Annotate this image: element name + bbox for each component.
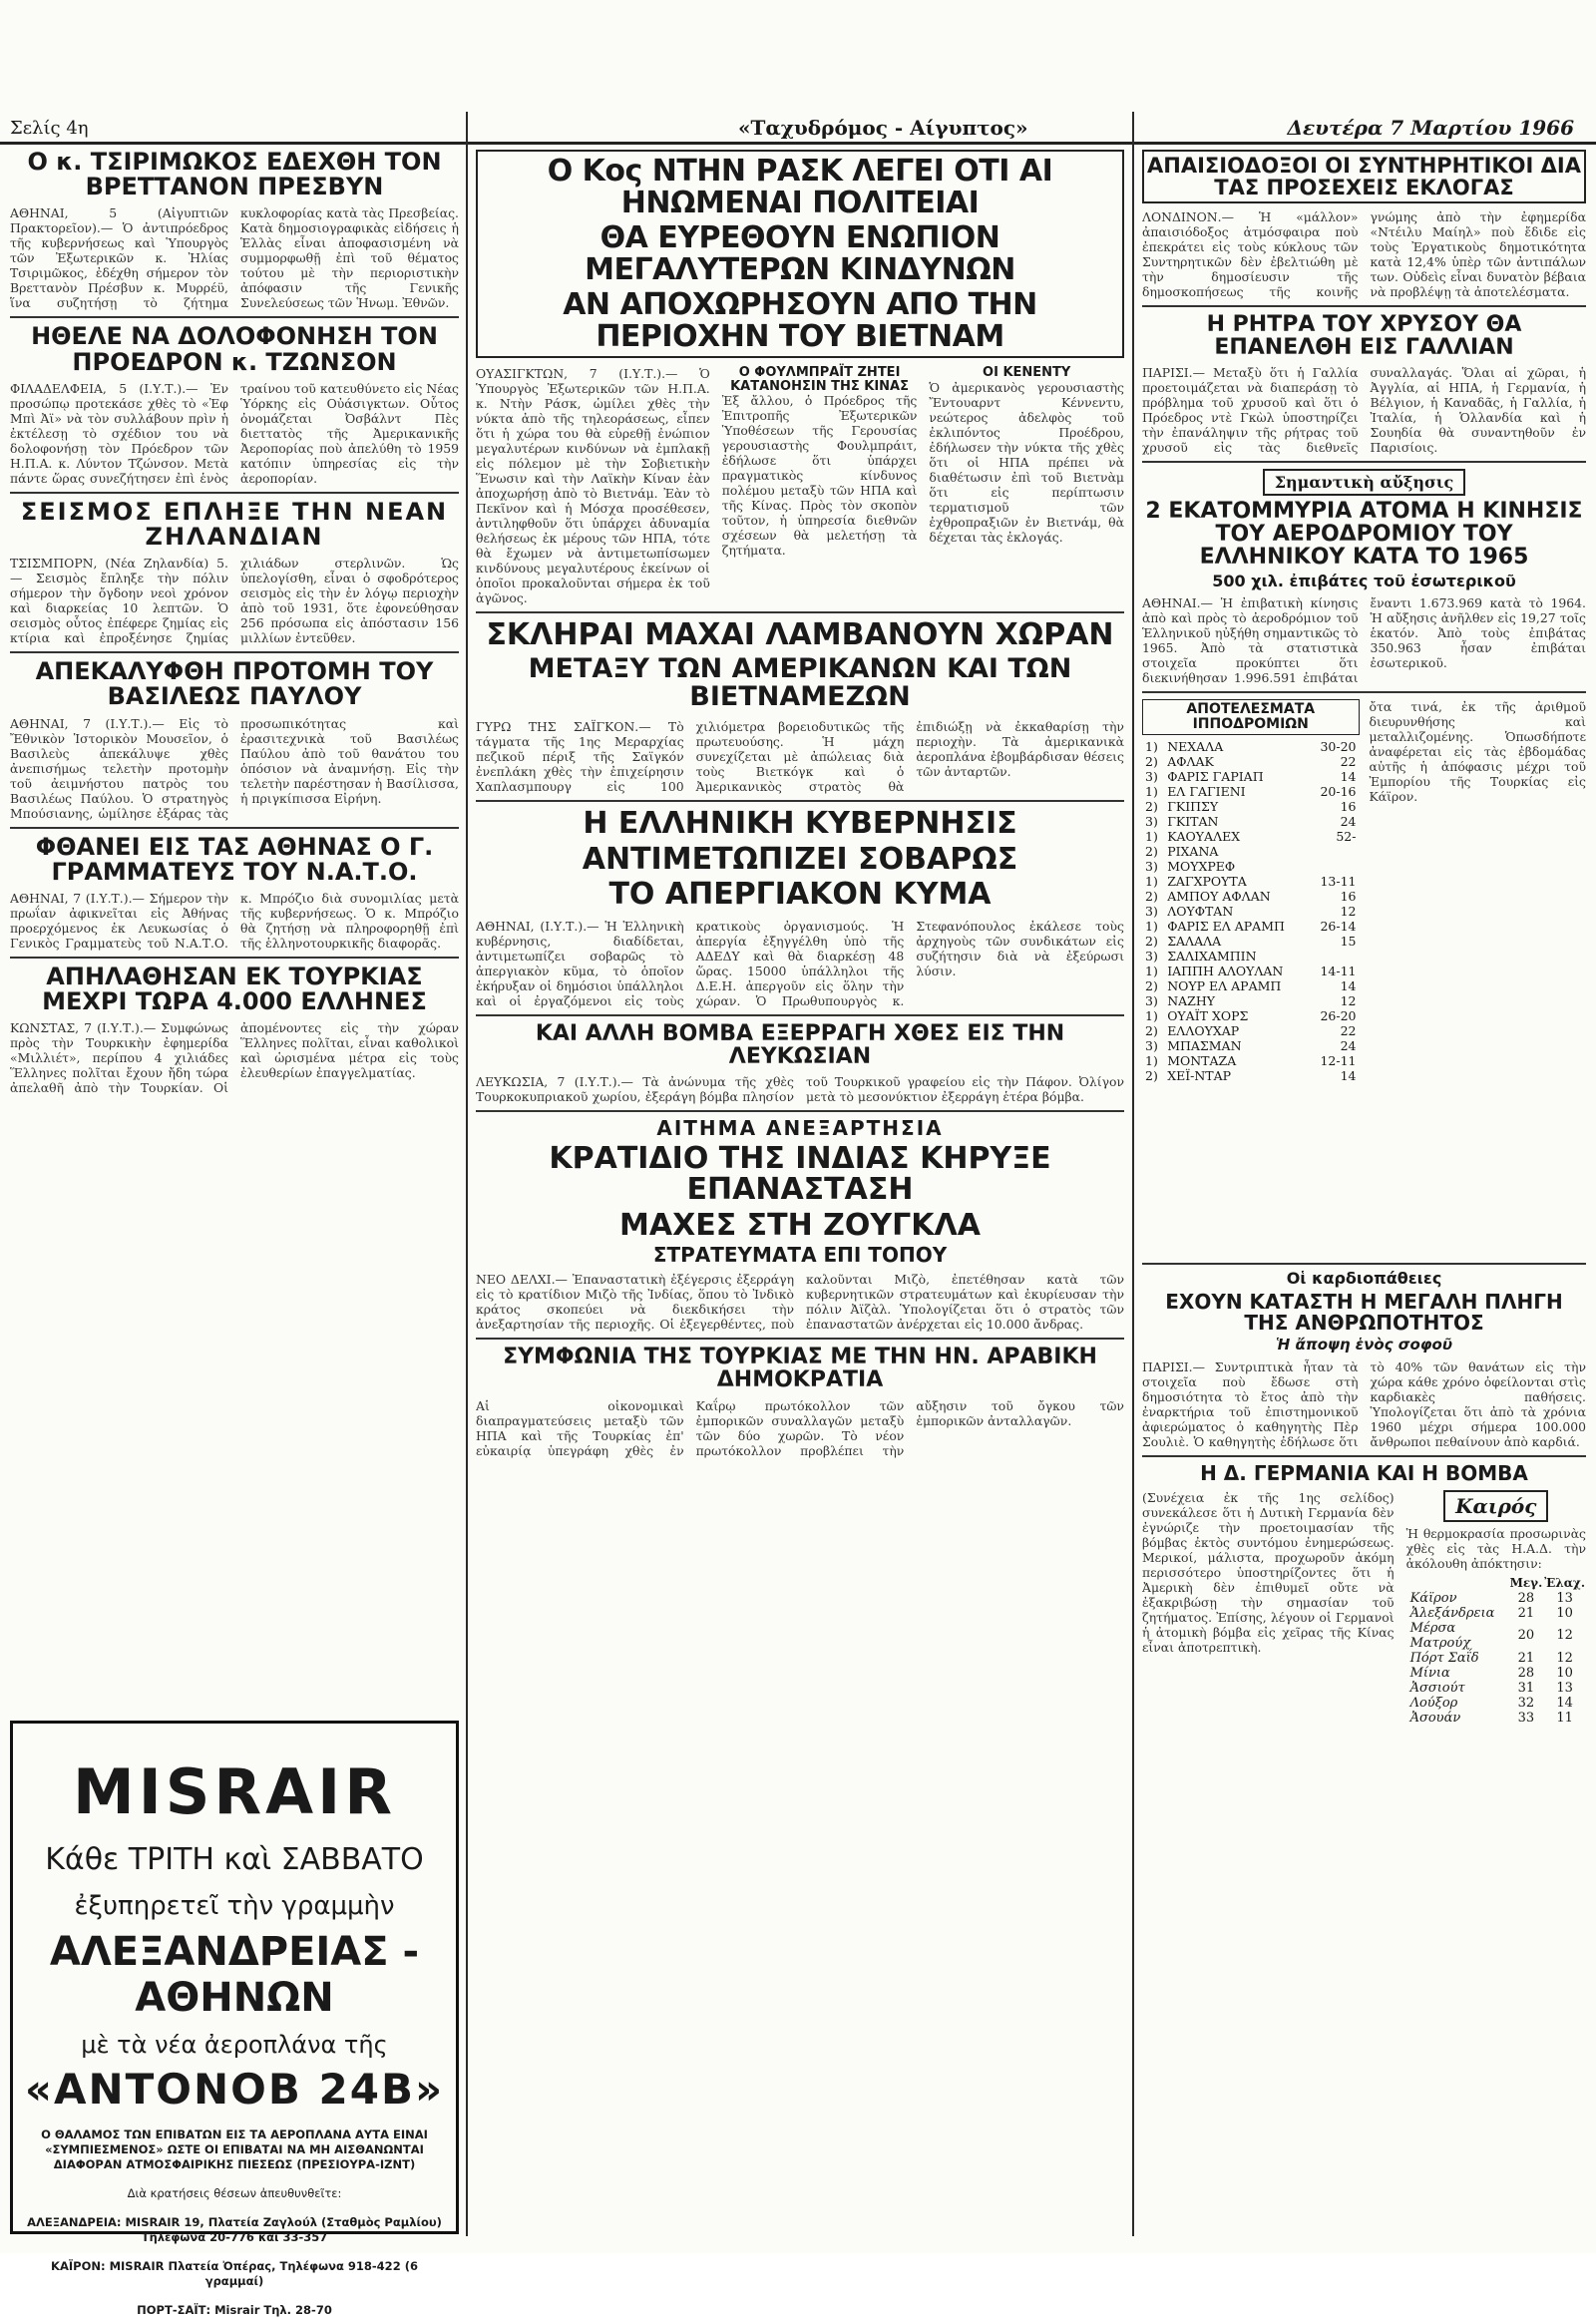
- table-row: [1406, 1696, 1586, 1711]
- article-body: ΓΥΡΩ ΤΗΣ ΣΑΪΓΚΟΝ.— Τὸ τάγματα τῆς 1ης Μεραρχίας πεζικοῦ πέριξ τῆς Σαϊγκόν ἐνεπλάκη χθὲς τὴν ἐπιχείρησιν Χαπλασμπουργ εἰς 100 χιλιόμετρα βορειοδυτικῶς τῆς πρωτευούσης. Ἡ μάχη συνεχίζεται μὲ ἀπώλειας διὰ τοὺς Βιετκόγκ καὶ ὁ Ἀμερικανικὸς στρατὸς θὰ ἐπιδιώξῃ νὰ ἐκκαθαρίσῃ τὴν περιοχὴν. Τὰ ἀμερικανικὰ ἀεροπλάνα ἐβομβάρδισαν θέσεις τῶν ἀνταρτῶν.: [476, 719, 1124, 795]
- table-row: [1142, 814, 1360, 829]
- headline: ΣΥΜΦΩΝΙΑ ΤΗΣ ΤΟΥΡΚΙΑΣ ΜΕ ΤΗΝ ΗΝ. ΑΡΑΒΙΚΗ ΔΗΜΟΚΡΑΤΙΑ: [503, 1345, 1097, 1393]
- divider: [10, 651, 459, 653]
- table-cell: ΑΜΠΟΥ ΑΦΛΑΝ: [1167, 888, 1271, 904]
- table-cell: Λούξορ: [1409, 1695, 1458, 1711]
- misrair-advertisement: [10, 1721, 459, 2317]
- table-cell: 1): [1145, 1052, 1158, 1068]
- results-title: ΑΠΟΤΕΛΕΣΜΑΤΑ ΙΠΠΟΔΡΟΜΙΩΝ: [1142, 699, 1360, 734]
- headline: Ο κ. ΤΣΙΡΙΜΩΚΟΣ ΕΔΕΧΘΗ ΤΟΝ ΒΡΕΤΤΑΝΟΝ ΠΡΕΣΒΥΝ: [27, 150, 442, 201]
- table-cell: 1): [1145, 828, 1158, 844]
- table-cell: Ἀσουάν: [1409, 1710, 1461, 1726]
- article-body: ὄτα τινά, ἐκ τῆς ἀριθμοῦ διευρυνθήσης καὶ μεταλλιζομένης. Ὁπωσδήποτε ἀναφέρεται εἰς τὰς ἐβδομάδας αὐτῆς ἡ ἀπόφασις μέχρι τοῦ Ἐμπορίου τῆς Τουρκίας εἰς Κάϊρον.: [1369, 699, 1586, 805]
- table-cell: ΚΑΟΥΑΛΕΧ: [1167, 828, 1241, 844]
- table-row: [1406, 1651, 1586, 1666]
- table-cell: 1): [1145, 873, 1158, 889]
- headline: ΜΕΤΑΞΥ ΤΩΝ ΑΜΕΡΙΚΑΝΩΝ ΚΑΙ ΤΩΝ ΒΙΕΤΝΑΜΕΖΩΝ: [528, 652, 1072, 712]
- divider: [476, 1338, 1124, 1340]
- divider: [476, 1014, 1124, 1016]
- table-cell: ΕΛΛΟΥΧΑΡ: [1167, 1022, 1240, 1038]
- divider: [1142, 1263, 1586, 1265]
- table-cell: 32: [1517, 1695, 1535, 1711]
- divider: [10, 957, 459, 959]
- table-row: [1142, 844, 1360, 859]
- table-row: [1142, 978, 1360, 993]
- table-cell: ΦΑΡΙΣ ΓΑΡΙΑΠ: [1167, 768, 1264, 784]
- table-cell: ΙΑΠΠΗ ΑΛΟΥΛΑΝ: [1167, 963, 1284, 978]
- table-cell: 14: [1340, 977, 1357, 993]
- headline: ΑΠΕΚΑΛΥΦΘΗ ΠΡΟΤΟΜΗ ΤΟΥ ΒΑΣΙΛΕΩΣ ΠΑΥΛΟΥ: [35, 657, 434, 711]
- table-cell: 21: [1517, 1650, 1535, 1666]
- lead-article: [476, 366, 1124, 605]
- table-cell: 1): [1145, 963, 1158, 978]
- table-cell: 52-: [1336, 828, 1357, 844]
- headline: ΣΚΛΗΡΑΙ ΜΑΧΑΙ ΛΑΜΒΑΝΟΥΝ ΧΩΡΑΝ: [486, 617, 1114, 652]
- article-body: ΚΩΝΣΤΑΣ, 7 (Ι.Υ.Τ.).— Συμφώνως πρὸς τὴν Τουρκικὴν ἐφημερίδα «Μιλλιέτ», περίπου 4 χιλιάδες Ἕλληνες πολῖται ἔχουν ἤδη τώρα ἀπελαθῆ ἀπὸ τὴν Τουρκίαν. Οἱ ἀπομένοντες εἰς τὴν χώραν Ἕλληνες πολῖται, εἶναι καθολικοὶ καὶ ὡρισμένα μέτρα εἰς τοὺς ἐλευθερίων ἐπαγγελματίας.: [10, 1020, 459, 1096]
- table-cell: 12-11: [1320, 1052, 1357, 1068]
- table-header: Ἐλαχ.: [1544, 1575, 1585, 1590]
- headline: ΚΑΙ ΑΛΛΗ ΒΟΜΒΑ ΕΞΕΡΡΑΓΗ ΧΘΕΣ ΕΙΣ ΤΗΝ ΛΕΥΚΩΣΙΑΝ: [535, 1020, 1065, 1069]
- table-row: [1142, 934, 1360, 949]
- table-cell: ΕΛ ΓΑΓΙΕΝΙ: [1167, 783, 1246, 799]
- headline: ΕΧΟΥΝ ΚΑΤΑΣΤΗ Η ΜΕΓΑΛΗ ΠΛΗΓΗ ΤΗΣ ΑΝΘΡΩΠΟΤΗΤΟΣ: [1165, 1289, 1563, 1335]
- kicker: ΑΙΤΗΜΑ ΑΝΕΞΑΡΤΗΣΙΑ: [656, 1115, 944, 1140]
- table-cell: 22: [1340, 753, 1357, 769]
- table-cell: 24: [1340, 813, 1357, 829]
- table-cell: 10: [1556, 1605, 1573, 1621]
- table-row: [1142, 1023, 1360, 1038]
- lead-headline-box: [476, 150, 1124, 358]
- table-cell: ΜΟΥΧΡΕΦ: [1167, 858, 1236, 874]
- table-cell: 3): [1145, 992, 1158, 1008]
- headline: Η ΕΛΛΗΝΙΚΗ ΚΥΒΕΡΝΗΣΙΣ: [583, 806, 1017, 842]
- table-cell: 14-11: [1320, 963, 1357, 978]
- table-cell: 1): [1145, 783, 1158, 799]
- article-body: ΝΕΟ ΔΕΛΧΙ.— Ἐπαναστατικὴ ἐξέγερσις ἐξερράγη εἰς τὸ κρατίδιον Μιζὸ τῆς Ἰνδίας, ὅπου τὸ Ἰνδικὸ κράτος σκοπεύει νὰ διεκδικήσει τὴν ἀνεξαρτησίαν τῆς περιοχῆς. Οἱ ἐξεγερθέντες, ποὺ καλοῦνται Μιζὸ, ἐπετέθησαν κατὰ τῶν κυβερνητικῶν στρατευμάτων καὶ ἐκυρίευσαν τὴν πόλιν Ἀϊζὰλ. Ὑπολογίζεται ὅτι ὁ στρατὸς τῶν ἐπαναστατῶν ἀνέρχεται εἰς 10.000 ἄνδρας.: [476, 1272, 1124, 1333]
- weather-intro: Ἡ θερμοκρασία προσωρινὰς χθὲς εἰς τὰς Η.Α.Δ. τὴν ἀκόλουθη ἀπόκτησιν:: [1405, 1525, 1586, 1571]
- ad-days: Κάθε ΤΡΙΤΗ καὶ ΣΑΒΒΑΤΟ: [45, 1842, 424, 1877]
- article-body: Ὁ ἀμερικανὸς γερουσιαστὴς Ἔντουαρντ Κέννεντυ, νεώτερος ἀδελφὸς τοῦ ἐκλιπόντος Προέδρου, ἐδήλωσεν τὴν νύκτα τῆς χθὲς ὅτι οἱ ΗΠΑ πρέπει νὰ διαθέτωσιν ἐπὶ τοῦ Βιετνὰμ ὅτι εἰς περίπτωσιν τερματισμοῦ τῶν ἐχθροπραξιῶν ἐν Βιετνάμ, θὰ δέχεται τὰς ἐκλογάς.: [929, 379, 1124, 545]
- column-rule: [466, 112, 468, 2236]
- headline: 2 ΕΚΑΤΟΜΜΥΡΙΑ ΑΤΟΜΑ Η ΚΙΝΗΣΙΣ ΤΟΥ ΑΕΡΟΔΡΟΜΙΟΥ ΤΟΥ ΕΛΛΗΝΙΚΟΥ ΚΑΤΑ ΤΟ 1965: [1145, 499, 1583, 571]
- sub-headline: Ἡ ἄποψη ἑνὸς σοφοῦ: [1276, 1335, 1452, 1353]
- table-cell: ΦΑΡΙΣ ΕΛ ΑΡΑΜΠ: [1167, 918, 1285, 934]
- table-cell: 14: [1340, 1067, 1357, 1083]
- header-rule: [0, 142, 1596, 145]
- headline: ΑΠΑΙΣΙΟΔΟΞΟΙ ΟΙ ΣΥΝΤΗΡΗΤΙΚΟΙ ΔΙΑ ΤΑΣ ΠΡΟΣΕΧΕΙΣ ΕΚΛΟΓΑΣ: [1147, 154, 1581, 200]
- table-cell: [1310, 859, 1360, 874]
- ad-info: Διὰ κρατήσεις θέσεων ἀπευθυνθεῖτε:: [127, 2186, 342, 2200]
- results-table: [1142, 739, 1360, 1083]
- table-row: [1406, 1666, 1586, 1681]
- article-body: (Συνέχεια ἐκ τῆς 1ης σελίδος) συνεκάλεσε ὅτι ἡ Δυτικὴ Γερμανία δὲν ἐγνώριζε τὴν προετοιμασίαν τῆς βόμβας ἐκτὸς συντόμου ἐνημερώσεως. Μερικοί, μάλιστα, προχωροῦν ἀκόμη περισσότερο ὑποστηρίζοντες ὅτι ἡ Ἀμερικὴ δὲν ἐπιθυμεῖ οὔτε νὰ ἐξακριβώσῃ τὴν σημασίαν τοῦ ζητήματος. Ἐπίσης, λέγουν οἱ Γερμανοὶ ἡ ἀτομικὴ βόμβα εἰς χεῖρας τῆς Κίνας εἶναι ἀποτρεπτικὴ.: [1142, 1489, 1395, 1655]
- headline-box: [1142, 150, 1586, 203]
- table-cell: 13: [1556, 1680, 1573, 1696]
- article-body: ΑΘΗΝΑΙ, 7 (Ι.Υ.Τ.).— Εἰς τὸ Ἔθνικὸν Ἱστορικὸν Μουσεῖον, ὁ Βασιλεὺς ἀπεκάλυψε χθὲς ἀνεπισήμως τελετὴν προτομὴν τοῦ ἀειμνήστου πατρὸς του Βασιλέως Παύλου. Ὁ στρατηγὸς Μπούσιανης, ὡμίλησε ἐξάρας τὰς προσωπικότητας καὶ ἐρασιτεχνικὰ τοῦ Βασιλέως Παύλου ἀπὸ τοῦ θανάτου του ὁπόσιον νὰ ἀναμνήσῃ. Εἰς τὴν τελετὴν παρέστησαν ἡ Βασίλισσα, ἡ πριγκίπισσα Εἰρήνη.: [10, 715, 459, 821]
- table-cell: ΓΚΙΤΑΝ: [1167, 813, 1219, 829]
- table-cell: ΖΑΓΧΡΟΥΤΑ: [1167, 873, 1247, 889]
- page-number: Σελίς 4η: [10, 118, 89, 139]
- table-cell: ΓΚΙΠΣΥ: [1167, 798, 1219, 814]
- table-cell: 24: [1340, 1037, 1357, 1053]
- table-cell: ΣΑΛΙΧΑΜΠΙΝ: [1167, 948, 1257, 964]
- headline: ΚΡΑΤΙΔΙΟ ΤΗΣ ΙΝΔΙΑΣ ΚΗΡΥΞΕ ΕΠΑΝΑΣΤΑΣΗ: [549, 1140, 1051, 1208]
- table-row: [1142, 904, 1360, 919]
- table-row: [1142, 784, 1360, 799]
- table-cell: 2): [1145, 798, 1158, 814]
- paper-name: «Ταχυδρόμος - Αίγυπτος»: [738, 116, 1028, 140]
- divider: [10, 316, 459, 318]
- headline: ΗΘΕΛΕ ΝΑ ΔΟΛΟΦΟΝΗΣΗ ΤΟΝ ΠΡΟΕΔΡΟΝ κ. ΤΖΩΝΣΟΝ: [31, 322, 438, 376]
- table-row: [1406, 1606, 1586, 1621]
- table-cell: 2): [1145, 843, 1158, 859]
- table-header-row: [1406, 1575, 1586, 1591]
- table-cell: ΑΦΛΑΚ: [1167, 753, 1214, 769]
- table-cell: ΜΟΝΤΑΖΑ: [1167, 1052, 1237, 1068]
- table-row: [1142, 739, 1360, 754]
- kicker: Σημαντικὴ αὔξησις: [1263, 469, 1466, 496]
- article-body: ΠΑΡΙΣΙ.— Μεταξὺ ὅτι ἡ Γαλλία προετοιμάζεται νὰ διαπεράσῃ τὸ πρόβλημα τοῦ χρυσοῦ καὶ ὅτι ὁ Πρόεδρος ντὲ Γκὼλ ὑποστηρίζει τὴν ἐπανάληψιν τῆς ρήτρας τοῦ χρυσοῦ εἰς τὰς διεθνεῖς συναλλαγάς. Ὅλαι αἱ χῶραι, ἡ Ἀγγλία, αἱ ΗΠΑ, ἡ Γερμανία, ἡ Βέλγιον, ἡ Καναδᾶς, ἡ Γαλλία, ἡ Ἰταλία, ἡ Ὁλλανδία καὶ ἡ Σουηδία θὰ συναντηθοῦν ἐν Παρισίοις.: [1142, 365, 1586, 456]
- article-body: ΤΣΙΣΜΠΟΡΝ, (Νέα Ζηλανδία) 5.— Σεισμὸς ἔπληξε τὴν πόλιν σήμερον τὴν ὄγδοην νεοὶ χρόνον καὶ διαρκείας 10 λεπτῶν. Ὁ σεισμὸς οὗτος ἐπέφερε ζημίας εἰς κτίρια καὶ ἐπροξένησε ζημίας χιλιάδων στερλινῶν. Ὡς ὑπελογίσθη, εἶναι ὁ σφοδρότερος σεισμὸς εἰς τὴν ἐν λόγῳ περιοχὴν ἀπὸ τοῦ 1931, ὅτε ἐφονεύθησαν 256 πρόσωπα εἰς ἀπόστασιν 156 μιλλίων ἐντεῦθεν.: [10, 556, 459, 646]
- results-section: [1142, 699, 1586, 1082]
- lead-headline: Ο Κος ΝΤΗΝ ΡΑΣΚ ΛΕΓΕΙ ΟΤΙ ΑΙ ΗΝΩΜΕΝΑΙ ΠΟΛΙΤΕΙΑΙ: [547, 154, 1053, 220]
- article-body: Ἐξ ἄλλου, ὁ Πρόεδρος τῆς Ἐπιτροπῆς Ἐξωτερικῶν Ὑποθέσεων τῆς Γερουσίας γερουσιαστὴς Φουλμπράιτ, ἐδήλωσε ὅτι ὑπάρχει πραγματικὸς κίνδυνος πολέμου μεταξὺ τῶν ΗΠΑ καὶ τῆς Κίνας. Πρὸς τὸν σκοπὸν τοῦτον, ἡ ὑπηρεσία διεθνῶν σχέσεων θὰ μελετήσῃ τὰ ζητήματα.: [721, 393, 918, 559]
- weather-table: [1406, 1575, 1586, 1726]
- table-row: [1142, 874, 1360, 889]
- divider: [1142, 1455, 1586, 1457]
- table-cell: 3): [1145, 1037, 1158, 1053]
- table-row: [1142, 949, 1360, 964]
- ad-info: ΚΑΪΡΟΝ: MISRAIR Πλατεία Ὀπέρας, Τηλέφωνα 918-422 (6 γραμμαί): [51, 2259, 418, 2288]
- headline: ΣΕΙΣΜΟΣ ΕΠΛΗΞΕ ΤΗΝ ΝΕΑΝ ΖΗΛΑΝΔΙΑΝ: [20, 497, 449, 551]
- sub-article: [929, 366, 1124, 605]
- table-cell: ΝΟΥΡ ΕΛ ΑΡΑΜΠ: [1167, 977, 1282, 993]
- table-cell: 21: [1517, 1605, 1535, 1621]
- table-cell: 14: [1556, 1695, 1573, 1711]
- sub-headline: 500 χιλ. ἐπιβάτες τοῦ ἐσωτερικοῦ: [1212, 571, 1516, 590]
- table-row: [1142, 889, 1360, 904]
- divider: [10, 492, 459, 494]
- ad-route: ΑΛΕΞΑΝΔΡΕΙΑΣ - ΑΘΗΝΩΝ: [49, 1929, 420, 2021]
- ad-info: ΠΟΡΤ-ΣΑΪΤ: Misrair Τηλ. 28-70: [137, 2303, 332, 2317]
- table-row: [1142, 799, 1360, 814]
- lead-headline: ΘΑ ΕΥΡΕΘΟΥΝ ΕΝΩΠΙΟΝ ΜΕΓΑΛΥΤΕΡΩΝ ΚΙΝΔΥΝΩΝ: [585, 220, 1015, 287]
- table-cell: ΝΕΧΑΛΑ: [1167, 738, 1224, 754]
- table-row: [1142, 754, 1360, 769]
- table-row: [1406, 1681, 1586, 1696]
- table-cell: ΝΑΖΗΥ: [1167, 992, 1215, 1008]
- table-row: [1142, 829, 1360, 844]
- table-cell: 16: [1340, 798, 1357, 814]
- sub-headline: ΟΙ ΚΕΝΕΝΤΥ: [983, 365, 1071, 380]
- ad-brand: MISRAIR: [73, 1755, 396, 1828]
- sub-headline: ΣΤΡΑΤΕΥΜΑΤΑ ΕΠΙ ΤΟΠΟΥ: [652, 1243, 948, 1268]
- table-cell: 2): [1145, 933, 1158, 949]
- table-cell: 22: [1340, 1022, 1357, 1038]
- ad-info: Ο ΘΑΛΑΜΟΣ ΤΩΝ ΕΠΙΒΑΤΩΝ ΕΙΣ ΤΑ ΑΕΡΟΠΛΑΝΑ ΑΥΤΑ ΕΙΝΑΙ «ΣΥΜΠΙΕΣΜΕΝΟΣ» ΩΣΤΕ ΟΙ ΕΠΙΒΑΤΑΙ ΝΑ ΜΗ ΑΙΣΘΑΝΩΝΤΑΙ ΔΙΑΦΟΡΑΝ ΑΤΜΟΣΦΑΙΡΙΚΗΣ ΠΙΕΣΕΩΣ (ΠΡΕΣΙΟΥΡΑ-ΙΖΝΤ): [41, 2127, 428, 2171]
- lead-headline: ΑΝ ΑΠΟΧΩΡΗΣΟΥΝ ΑΠΟ ΤΗΝ ΠΕΡΙΟΧΗΝ ΤΟΥ ΒΙΕΤΝΑΜ: [563, 287, 1037, 354]
- table-cell: ΧΕΪ-ΝΤΑΡ: [1167, 1067, 1232, 1083]
- table-cell: 26-14: [1320, 918, 1357, 934]
- table-row: [1142, 859, 1360, 874]
- table-cell: Μέρσα Ματρούχ: [1409, 1620, 1471, 1651]
- table-cell: 3): [1145, 903, 1158, 919]
- right-column-lower: [1142, 1257, 1586, 2234]
- table-cell: 26-20: [1320, 1007, 1357, 1023]
- table-cell: ΡΙΧΑΝΑ: [1167, 843, 1219, 859]
- table-cell: 3): [1145, 948, 1158, 964]
- table-cell: 13-11: [1320, 873, 1357, 889]
- table-cell: 10: [1556, 1665, 1573, 1681]
- article-body: ΑΘΗΝΑΙ, 7 (Ι.Υ.Τ.).— Σήμερον τὴν πρωΐαν ἀφικνεῖται εἰς Ἀθήνας προερχόμενος ἐκ Λευκωσίας ὁ Γενικὸς Γραμματεὺς τοῦ Ν.Α.Τ.Ο. κ. Μπρόζιο διὰ συνομιλίας μετὰ τῆς κυβερνήσεως. Ὁ κ. Μπρόζιο θὰ ζητήσῃ νὰ πληροφορηθῇ ἐπὶ τῆς ἑλληνοτουρκικῆς διαφορᾶς.: [10, 890, 459, 951]
- article-body: ΛΟΝΔΙΝΟΝ.— Ἡ «μάλλον» ἀπαισιόδοξος ἀτμόσφαιρα ποὺ ἐπεκράτει εἰς τοὺς κύκλους τῶν Συντηρητικῶν δὲν ἐβελτιώθη μὲ τὴν δημοσίευσιν τῆς δημοσκοπήσεως τῆς κοινῆς γνώμης ἀπὸ τὴν ἐφημερίδα «Ντέιλυ Μαίηλ» ποὺ ἔδιδε εἰς τοὺς Ἐργατικοὺς δημοτικότητα κατὰ 12,4% ὑπὲρ τῶν ἀντιπάλων των. Οὐδεὶς εἶναι δυνατὸν βέβαια νὰ προβλέψῃ τὰ ἀποτελέσματα.: [1142, 209, 1586, 300]
- center-column: [476, 150, 1124, 2234]
- table-cell: 30-20: [1320, 738, 1357, 754]
- table-cell: 3): [1145, 768, 1158, 784]
- divider: [476, 800, 1124, 802]
- kicker: Οἱ καρδιοπάθειες: [1286, 1269, 1442, 1288]
- table-row: [1406, 1621, 1586, 1651]
- table-cell: ΜΠΑΣΜΑΝ: [1167, 1037, 1242, 1053]
- table-row: [1142, 1053, 1360, 1068]
- table-cell: ΟΥΑΪΤ ΧΟΡΣ: [1167, 1007, 1249, 1023]
- sub-headline: Ο ΦΟΥΛΜΠΡΑΪΤ ΖΗΤΕΙ ΚΑΤΑΝΟΗΣΙΝ ΤΗΣ ΚΙΝΑΣ: [730, 365, 909, 394]
- article-body: ΑΘΗΝΑΙ, (Ι.Υ.Τ.).— Ἡ Ἑλληνικὴ κυβέρνησις, διαδίδεται, ἀντιμετωπίζει σοβαρῶς τὸ ἀπεργιακὸν κῦμα, τὸ ὁποῖον ἐκήρυξαν οἱ δημόσιοι ὑπάλληλοι καὶ οἱ ἐργαζόμενοι εἰς τοὺς κρατικοὺς ὀργανισμούς. Ἡ ἀπεργία ἐξηγγέλθη ὑπὸ τῆς ΑΔΕΔΥ καὶ θὰ διαρκέσῃ 48 ὥρας. 15000 ὑπάλληλοι τῆς Δ.Ε.Η. ἀπεργοῦν εἰς ὅλην τὴν χώραν. Ὁ Πρωθυπουργὸς κ. Στεφανόπουλος ἐκάλεσε τοὺς ἀρχηγοὺς τῶν συνδικάτων εἰς συζήτησιν διὰ νὰ ἐξεύρωσι λύσιν.: [476, 918, 1124, 1008]
- table-cell: 11: [1556, 1710, 1573, 1726]
- headline: ΑΠΗΛΑΘΗΣΑΝ ΕΚ ΤΟΥΡΚΙΑΣ ΜΕΧΡΙ ΤΩΡΑ 4.000 ΕΛΛΗΝΕΣ: [42, 962, 427, 1016]
- ad-aircraft: «ΑΝΤΟΝΟΒ 24Β»: [24, 2065, 445, 2114]
- divider: [1142, 461, 1586, 463]
- article-body: ΛΕΥΚΩΣΙΑ, 7 (Ι.Υ.Τ.).— Τὰ ἀνώνυμα τῆς χθὲς Τουρκοκυπριακοῦ χωρίου, ἐξεράγη βόμβα πλησίον τοῦ Τουρκικοῦ γραφείου εἰς τὴν Πάφον. Ὀλίγον μετὰ τὸ μεσονύκτιον ἐξερράγη ἑτέρα βόμβα.: [476, 1073, 1124, 1104]
- table-cell: 2): [1145, 1022, 1158, 1038]
- headline: ΦΘΑΝΕΙ ΕΙΣ ΤΑΣ ΑΘΗΝΑΣ Ο Γ. ΓΡΑΜΜΑΤΕΥΣ ΤΟΥ Ν.Α.Τ.Ο.: [35, 832, 434, 886]
- table-cell: 1): [1145, 738, 1158, 754]
- table-cell: Ἀλεξάνδρεια: [1409, 1605, 1495, 1621]
- table-cell: 20: [1517, 1628, 1535, 1644]
- table-cell: 15: [1340, 933, 1357, 949]
- divider: [1142, 305, 1586, 307]
- ad-text: ἐξυπηρετεῖ τὴν γραμμὴν: [74, 1891, 395, 1921]
- headline: ΜΑΧΕΣ ΣΤΗ ΖΟΥΓΚΛΑ: [619, 1207, 981, 1243]
- table-cell: 2): [1145, 753, 1158, 769]
- table-cell: 12: [1340, 992, 1357, 1008]
- table-row: [1142, 769, 1360, 784]
- table-cell: [1310, 949, 1360, 964]
- table-row: [1142, 964, 1360, 978]
- table-row: [1142, 919, 1360, 934]
- headline: ΑΝΤΙΜΕΤΩΠΙΖΕΙ ΣΟΒΑΡΩΣ: [582, 841, 1018, 877]
- table-cell: 1): [1145, 1007, 1158, 1023]
- table-cell: 1): [1145, 918, 1158, 934]
- table-cell: Κάϊρον: [1409, 1590, 1457, 1606]
- table-cell: 13: [1556, 1590, 1573, 1606]
- issue-date: Δευτέρα 7 Μαρτίου 1966: [1287, 116, 1574, 140]
- column-rule: [1132, 112, 1134, 2236]
- table-cell: ΛΟΥΦΤΑΝ: [1167, 903, 1234, 919]
- ad-text: μὲ τὰ νέα ἀεροπλάνα τῆς: [81, 2031, 388, 2059]
- table-row: [1142, 993, 1360, 1008]
- article-body: ΑΘΗΝΑΙ, 5 (Αἰγυπτιῶν Πρακτορεῖον).— Ὁ ἀντιπρόεδρος τῆς κυβερνήσεως καὶ Ὑπουργὸς τῶν Ἐξωτερικῶν κ. Ἠλίας Τσιριμῶκος, ἐδέχθη σήμερον τὸν Βρεττανὸν Πρέσβυν κ. Μυρρέϋ, ἵνα συζητήσῃ τὸ ζήτημα κυκλοφορίας κατὰ τὰς Πρεσβείας. Κατὰ δημοσιογραφικὰς εἰδήσεις ἡ Ἑλλὰς εἶναι ἀποφασισμένη νὰ συμμορφωθῇ ἐπὶ τοῦ θέματος τούτου μὲ τὴν περιοριστικὴν ἀπόφασιν τῆς Γενικῆς Συνελεύσεως τῶν Ἡνωμ. Ἐθνῶν.: [10, 205, 459, 311]
- divider: [1142, 691, 1586, 693]
- table-cell: 3): [1145, 813, 1158, 829]
- left-column: [10, 150, 459, 1716]
- article-body: ΟΥΑΣΙΓΚΤΩΝ, 7 (Ι.Υ.Τ.).— Ὁ Ὑπουργὸς Ἐξωτερικῶν τῶν Η.Π.Α. κ. Ντὴν Ράσκ, ὡμίλει χθὲς τὴν νύκτα ἀπὸ τῆς τηλεοράσεως, εἶπεν ὅτι ἡ χώρα του θὰ εὑρεθῇ ἐνώπιον μεγαλυτέρων κινδύνων νὰ ἐμπλακῇ εἰς πόλεμον μὲ τὴν Σοβιετικὴν Ἕνωσιν καὶ τὴν Λαϊκὴν Κίναν ἐὰν ἀποχωρήσῃ ἀπὸ τὸ Βιετνάμ. Ἐὰν τὸ Πεκῖνον καὶ ἡ Μόσχα προσέθεσεν, ἀντιληφθοῦν ὅτι ὑπάρχει ἀδυναμία θελήσεως ἐκ μέρους τῶν ΗΠΑ, τότε θὰ ἔχωμεν νὰ ἀντιμετωπίσωμεν κινδύνους μεγαλυτέρους ἐκείνων οἱ ὁποῖοι προκαλοῦνται σήμερα ἐκ τοῦ ἀγῶνος.: [476, 366, 710, 605]
- table-cell: ΣΑΛΑΛΑ: [1167, 933, 1222, 949]
- table-cell: 31: [1517, 1680, 1535, 1696]
- headline: ΤΟ ΑΠΕΡΓΙΑΚΟΝ ΚΥΜΑ: [608, 877, 992, 913]
- table-row: [1406, 1711, 1586, 1726]
- article-body: Αἱ οἰκονομικαὶ διαπραγματεύσεις μεταξὺ τῶν ΗΠΑ καὶ τῆς Τουρκίας ἐπ' εὐκαιρίᾳ ὑπεγράφη χθὲς ἐν Καΐρῳ πρωτόκολλον τῶν ἐμπορικῶν συναλλαγῶν μεταξὺ τῶν δύο χωρῶν. Τὸ νέον πρωτόκολλον προβλέπει τὴν αὔξησιν τοῦ ὄγκου τῶν ἐμπορικῶν ἀνταλλαγῶν.: [476, 1397, 1124, 1458]
- ad-info: ΑΛΕΞΑΝΔΡΕΙΑ: MISRAIR 19, Πλατεία Ζαγλούλ (Σταθμὸς Ραμλίου) Τηλέφωνα 20-776 καὶ 33-357: [27, 2215, 442, 2244]
- divider: [10, 827, 459, 829]
- table-cell: 20-16: [1320, 783, 1357, 799]
- weather-title: Καιρός: [1443, 1490, 1548, 1522]
- table-cell: 2): [1145, 1067, 1158, 1083]
- table-cell: 12: [1340, 903, 1357, 919]
- table-cell: 12: [1556, 1650, 1573, 1666]
- article-body: ΠΑΡΙΣΙ.— Συντριπτικὰ ἦταν τὰ στοιχεῖα ποὺ ἔδωσε στὴ δημοσιότητα τὸ ἔτος ἀπὸ τὴν ἐναρκτήρια τοῦ ἐπιστημονικοῦ ἀφιερώματος ὁ καθηγητὴς Πὲρ Σουλιὲ. Ὁ καθηγητὴς ἐδήλωσε ὅτι τὸ 40% τῶν θανάτων εἰς τὴν χώρα κάθε χρόνο ὀφείλονται στὶς καρδιακὲς παθήσεις. Ὑπολογίζεται ὅτι ἀπὸ τὰ χρόνια 1960 μέχρι σήμερα 100.000 ἄνθρωποι πεθαίνουν ἀπὸ καρδιά.: [1142, 1358, 1586, 1449]
- table-cell: 16: [1340, 888, 1357, 904]
- table-row: [1142, 1068, 1360, 1083]
- table-cell: Ἀσσιούτ: [1409, 1680, 1465, 1696]
- table-header: [1406, 1575, 1509, 1591]
- table-row: [1406, 1591, 1586, 1606]
- headline: Η Δ. ΓΕΡΜΑΝΙΑ ΚΑΙ Η ΒΟΜΒΑ: [1200, 1460, 1528, 1485]
- table-row: [1142, 1008, 1360, 1023]
- table-cell: Μίνια: [1409, 1665, 1450, 1681]
- table-cell: Πόρτ Σαΐδ: [1409, 1650, 1479, 1666]
- table-cell: 2): [1145, 888, 1158, 904]
- divider: [476, 611, 1124, 613]
- table-cell: [1310, 844, 1360, 859]
- headline: Η ΡΗΤΡΑ ΤΟΥ ΧΡΥΣΟΥ ΘΑ ΕΠΑΝΕΛΘΗ ΕΙΣ ΓΑΛΛΙΑΝ: [1206, 312, 1522, 361]
- table-cell: 14: [1340, 768, 1357, 784]
- divider: [476, 1110, 1124, 1112]
- germany-article: [1142, 1490, 1586, 1726]
- article-body: ΑΘΗΝΑΙ.— Ἡ ἐπιβατικὴ κίνησις ἀπὸ καὶ πρὸς τὸ ἀεροδρόμιον τοῦ Ἑλληνικοῦ ηὐξήθη σημαντικῶς τὸ 1965. Ἀπὸ τὰ στατιστικὰ στοιχεῖα προκύπτει ὅτι διεκινήθησαν 1.996.591 ἐπιβάται ἔναντι 1.673.969 κατὰ τὸ 1964. Ἡ αὔξησις ἀνῆλθεν εἰς 19,27 τοῖς ἑκατόν. Ἀπὸ τοὺς ἐπιβάτας 350.963 ἦσαν ἐπιβάται ἐσωτερικοῦ.: [1142, 595, 1586, 686]
- weather-box: [1406, 1490, 1586, 1726]
- table-cell: 28: [1517, 1590, 1535, 1606]
- table-cell: 28: [1517, 1665, 1535, 1681]
- table-cell: 33: [1517, 1710, 1535, 1726]
- table-cell: 2): [1145, 977, 1158, 993]
- table-header: Μεγ.: [1509, 1575, 1543, 1590]
- article-body: ΦΙΛΑΔΕΛΦΕΙΑ, 5 (Ι.Υ.Τ.).— Ἐν προσώπῳ προτεκάσε χθὲς τὸ «Ἐφ Μπὶ Ἀϊ» νὰ τὸν συλλάβουν πρὶν ἡ ἐκτέλεσῃ τὸ σχέδιον του νὰ δολοφονήσῃ τὸν Πρόεδρον τῶν Η.Π.Α. κ. Λύντον Τζώνσον. Μετὰ πάντε ὥρας συνεζήτησεν ἐπὶ ἑνὸς τραίνου τοῦ κατευθύνετο εἰς Νέας Ὑόρκης εἰς Οὐάσιγκτων. Οὗτος ὀνομάζεται Ὀσβάλντ Πὲς διεττατὸς τῆς Ἀμερικανικῆς Ἀεροπορίας ποὺ ἀπελύθη τὸ 1959 κατόπιν ὑπηρεσίας εἰς τὴν ἀεροπορίαν.: [10, 380, 459, 486]
- table-cell: 12: [1556, 1628, 1573, 1644]
- table-row: [1142, 1038, 1360, 1053]
- table-cell: 3): [1145, 858, 1158, 874]
- sub-article: [722, 366, 918, 605]
